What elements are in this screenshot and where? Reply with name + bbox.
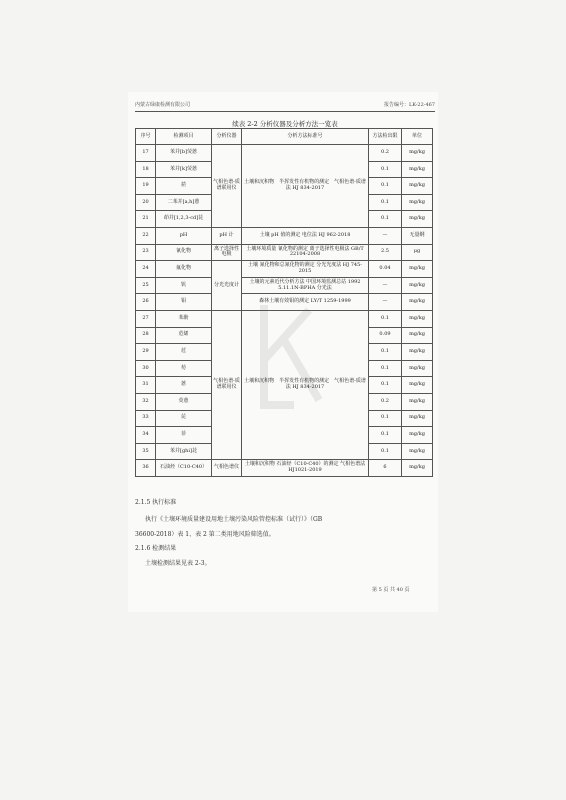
row-no: 22 xyxy=(136,227,156,244)
table-header-row xyxy=(136,129,433,145)
report-number: 报告编号：LK-22-467 xyxy=(384,102,435,108)
row-item: 氟化物 xyxy=(156,261,212,278)
row-no: 20 xyxy=(136,194,156,211)
col-header-method: 分析方法标准号 xyxy=(242,129,369,145)
row-no: 36 xyxy=(136,460,156,477)
page-header xyxy=(135,101,435,111)
method-cell: 土壤 氰化物和总氰化物的测定 分光光度法 HJ 745-2015 xyxy=(242,261,369,278)
row-no: 27 xyxy=(136,310,156,327)
row-unit: mg/kg xyxy=(402,410,433,427)
row-unit: mg/kg xyxy=(402,211,433,228)
row-item: 苯并[k]荧蒽 xyxy=(156,161,212,178)
method-cell: 土壤环境质量 氰化物的测定 离子选择性电极法 GB/T 22104-2008 xyxy=(242,244,369,261)
row-unit: 无量纲 xyxy=(402,227,433,244)
row-unit: mg/kg xyxy=(402,294,433,311)
row-no: 25 xyxy=(136,277,156,294)
row-no: 35 xyxy=(136,443,156,460)
table-row xyxy=(136,261,433,278)
row-limit: 0.1 xyxy=(369,344,402,361)
instrument-cell: 气相色谱-质谱联用仪 xyxy=(212,145,242,228)
row-unit: mg/kg xyxy=(402,310,433,327)
row-unit: mg/kg xyxy=(402,194,433,211)
row-item: 二苯并[a,h]蒽 xyxy=(156,194,212,211)
row-limit: 0.1 xyxy=(369,443,402,460)
row-item: 蒽 xyxy=(156,377,212,394)
row-limit: 2.5 xyxy=(369,244,402,261)
row-unit: mg/kg xyxy=(402,161,433,178)
row-unit: mg/kg xyxy=(402,377,433,394)
section-title-standard: 2.1.5 执行标准 xyxy=(135,499,177,506)
row-item: 苯并[ghi]苝 xyxy=(156,443,212,460)
row-item: 石油烃（C10-C40） xyxy=(156,460,212,477)
section-title-results: 2.1.6 检测结果 xyxy=(135,545,177,552)
col-header-limit: 方法检出限 xyxy=(369,129,402,145)
row-limit: 0.1 xyxy=(369,410,402,427)
row-limit: 0.04 xyxy=(369,261,402,278)
row-item: 䓛 xyxy=(156,178,212,195)
row-item: 氰化物 xyxy=(156,244,212,261)
table-row xyxy=(136,294,433,311)
row-item: 苯酚 xyxy=(156,310,212,327)
row-unit: mg/kg xyxy=(402,393,433,410)
row-unit: mg/kg xyxy=(402,344,433,361)
row-no: 28 xyxy=(136,327,156,344)
row-no: 31 xyxy=(136,377,156,394)
row-no: 24 xyxy=(136,261,156,278)
col-header-no: 序号 xyxy=(136,129,156,145)
col-header-instrument: 分析仪器 xyxy=(212,129,242,145)
row-item: 苯并[b]荧蒽 xyxy=(156,145,212,162)
row-item: 苊 xyxy=(156,344,212,361)
instrument-cell: 气相色谱-质谱联用仪 xyxy=(212,310,242,459)
row-item: 芘 xyxy=(156,410,212,427)
table-row xyxy=(136,310,433,327)
method-cell: 土壤的元素近代分析方法 中国环境监测总站 1992 5.11.1N-BPHA 分光法 xyxy=(242,277,369,294)
row-no: 17 xyxy=(136,145,156,162)
analysis-methods-table xyxy=(135,128,433,477)
row-limit: 0.1 xyxy=(369,194,402,211)
method-cell: 土壤和沉积物 石油烃（C10-C40）的测定 气相色谱法 HJ1021-2019 xyxy=(242,460,369,477)
row-unit: mg/kg xyxy=(402,443,433,460)
row-no: 23 xyxy=(136,244,156,261)
row-item: 苊烯 xyxy=(156,327,212,344)
row-limit: — xyxy=(369,227,402,244)
row-limit: 0.2 xyxy=(369,393,402,410)
row-no: 32 xyxy=(136,393,156,410)
row-item: 荧蒽 xyxy=(156,393,212,410)
method-cell: 土壤和沉积物 半挥发性有机物的测定 气相色谱-质谱法 HJ 834-2017 xyxy=(242,145,369,228)
row-no: 33 xyxy=(136,410,156,427)
row-limit: 0.1 xyxy=(369,310,402,327)
table-title: 续表 2-2 分析仪器及分析方法一览表 xyxy=(232,120,338,128)
row-unit: mg/kg xyxy=(402,427,433,444)
row-unit: mg/kg xyxy=(402,360,433,377)
row-limit: 0.2 xyxy=(369,145,402,162)
page-number: 第 5 页 共 40 页 xyxy=(372,587,410,593)
row-item: 芴 xyxy=(156,360,212,377)
instrument-cell: 气相色谱仪 xyxy=(212,460,242,477)
instrument-cell: 分光光度计 xyxy=(212,261,242,311)
instrument-cell: 离子选择性电极 xyxy=(212,244,242,261)
row-limit: 0.1 xyxy=(369,178,402,195)
row-limit: 0.1 xyxy=(369,377,402,394)
table-row xyxy=(136,277,433,294)
row-unit: mg/kg xyxy=(402,327,433,344)
table-row xyxy=(136,244,433,261)
section-body-results: 土壤检测结果见表 2-3。 xyxy=(145,560,211,567)
row-item: 菲 xyxy=(156,427,212,444)
col-header-item: 检测项目 xyxy=(156,129,212,145)
section-body-standard-2: 36600-2018）表 1、表 2 第二类用地风险筛选值。 xyxy=(135,531,275,538)
row-no: 18 xyxy=(136,161,156,178)
row-limit: 6 xyxy=(369,460,402,477)
row-item: pH xyxy=(156,227,212,244)
row-no: 26 xyxy=(136,294,156,311)
row-limit: — xyxy=(369,277,402,294)
row-no: 21 xyxy=(136,211,156,228)
method-cell: 森林土壤有效钼的测定 LY/T 1259-1999 xyxy=(242,294,369,311)
row-unit: mg/kg xyxy=(402,261,433,278)
row-unit: mg/kg xyxy=(402,178,433,195)
row-limit: 0.1 xyxy=(369,211,402,228)
col-header-unit: 单位 xyxy=(402,129,433,145)
row-unit: mg/kg xyxy=(402,277,433,294)
row-no: 19 xyxy=(136,178,156,195)
row-limit: 0.1 xyxy=(369,161,402,178)
method-cell: 土壤和沉积物 半挥发性有机物的测定 气相色谱-质谱法 HJ 834-2017 xyxy=(242,310,369,459)
row-unit: mg/kg xyxy=(402,460,433,477)
table-row xyxy=(136,460,433,477)
instrument-cell: pH 计 xyxy=(212,227,242,244)
row-unit: μg xyxy=(402,244,433,261)
row-no: 34 xyxy=(136,427,156,444)
row-no: 29 xyxy=(136,344,156,361)
method-cell: 土壤 pH 值的测定 电位法 HJ 962-2018 xyxy=(242,227,369,244)
header-rule xyxy=(135,111,435,112)
row-item: 茚并[1,2,3-cd]芘 xyxy=(156,211,212,228)
section-body-standard-1: 执行《土壤环境质量建设用地土壤污染风险管控标准（试行）》（GB xyxy=(145,516,323,523)
row-limit: 0.09 xyxy=(369,327,402,344)
table-row xyxy=(136,145,433,162)
row-item: 钼 xyxy=(156,294,212,311)
company-name: 内蒙古绿康检测有限公司 xyxy=(135,102,191,108)
row-limit: 0.1 xyxy=(369,360,402,377)
row-unit: mg/kg xyxy=(402,145,433,162)
row-limit: — xyxy=(369,294,402,311)
table-row xyxy=(136,227,433,244)
row-limit: 0.1 xyxy=(369,427,402,444)
row-item: 钒 xyxy=(156,277,212,294)
row-no: 30 xyxy=(136,360,156,377)
